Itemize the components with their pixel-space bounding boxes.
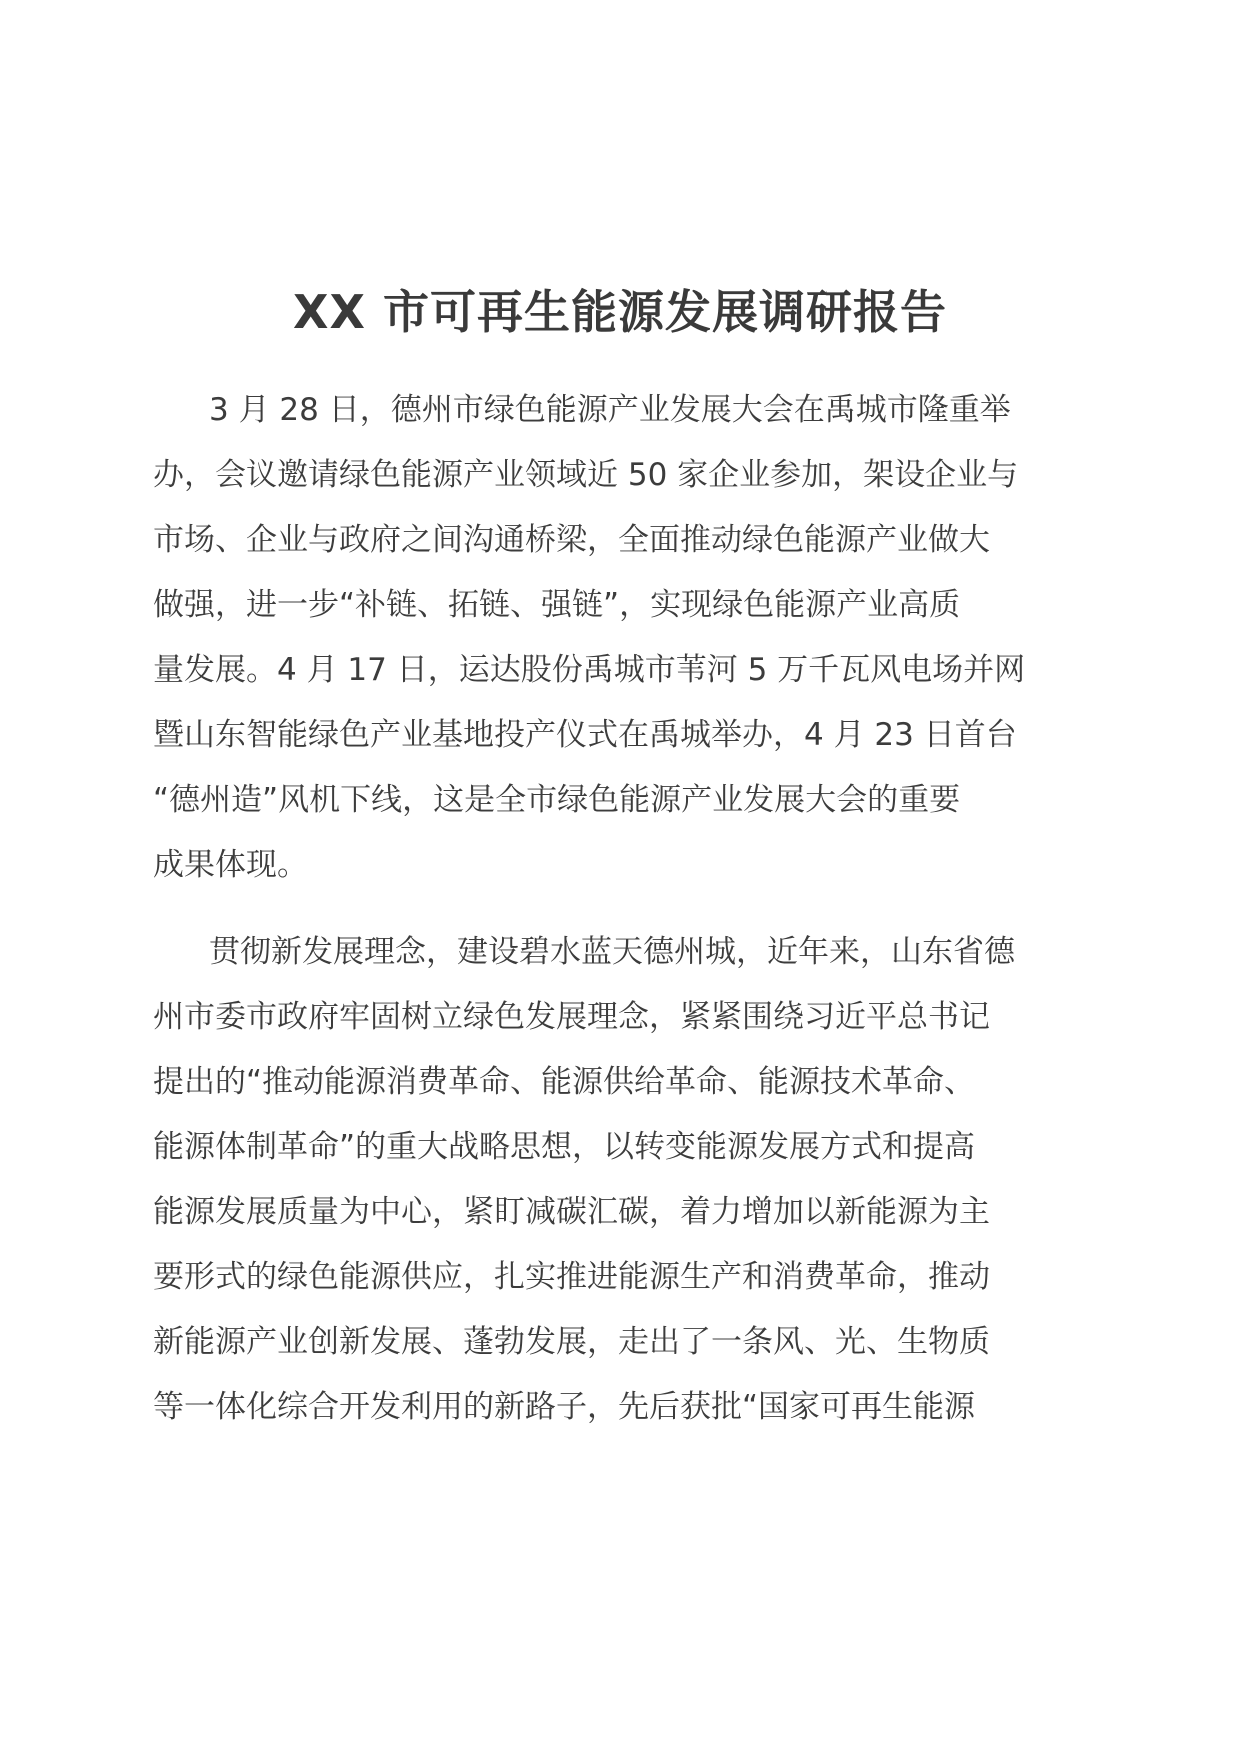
paragraph-line: 市场、企业与政府之间沟通桥梁，全面推动绿色能源产业做大 [153,522,990,558]
paragraph-line: “德州造”风机下线，这是全市绿色能源产业发展大会的重要 [153,782,961,818]
body-paragraph-1 [153,378,1093,898]
paragraph-line: 办，会议邀请绿色能源产业领域近 50 家企业参加，架设企业与 [153,457,1019,493]
paragraph-line: 3 月 28 日，德州市绿色能源产业发展大会在禹城市隆重举 [209,392,1011,428]
paragraph-line: 量发展。4 月 17 日，运达股份禹城市苇河 5 万千瓦风电场并网 [153,652,1026,688]
paragraph-line: 暨山东智能绿色产业基地投产仪式在禹城举办，4 月 23 日首台 [153,717,1017,753]
paragraph-line: 做强，进一步“补链、拓链、强链”，实现绿色能源产业高质 [153,587,961,623]
paragraph-line: 等一体化综合开发利用的新路子，先后获批“国家可再生能源 [153,1389,976,1425]
paragraph-line: 提出的“推动能源消费革命、能源供给革命、能源技术革命、 [153,1064,976,1100]
paragraph-line: 要形式的绿色能源供应，扎实推进能源生产和消费革命，推动 [153,1259,990,1295]
paragraph-line: 新能源产业创新发展、蓬勃发展，走出了一条风、光、生物质 [153,1324,990,1360]
paragraph-line: 贯彻新发展理念，建设碧水蓝天德州城，近年来，山东省德 [209,934,1015,970]
paragraph-line: 成果体现。 [153,847,308,883]
paragraph-line: 州市委市政府牢固树立绿色发展理念，紧紧围绕习近平总书记 [153,999,990,1035]
paragraph-line: 能源发展质量为中心，紧盯减碳汇碳，着力增加以新能源为主 [153,1194,990,1230]
paragraph-line: 能源体制革命”的重大战略思想，以转变能源发展方式和提高 [153,1129,976,1165]
document-title: XX 市可再生能源发展调研报告 [293,285,947,339]
body-paragraph-2 [153,920,1093,1440]
